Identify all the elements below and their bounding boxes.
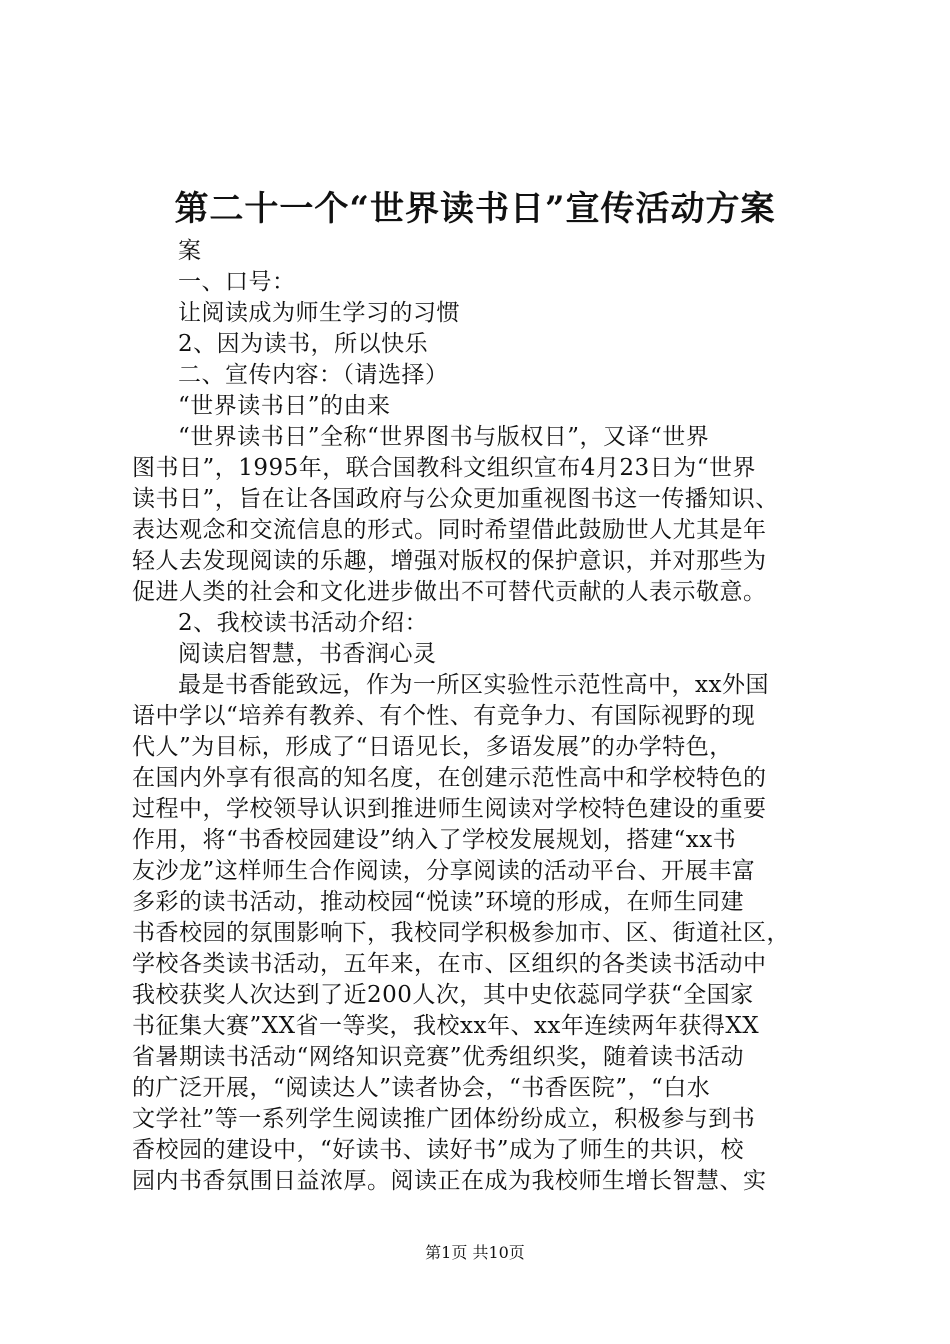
body-line: 读书日”，旨在让各国政府与公众更加重视图书这一传播知识、 [132, 486, 779, 512]
document-body [132, 236, 832, 1197]
body-line: 的广泛开展，“阅读达人”读者协会，“书香医院”，“白水 [132, 1075, 711, 1101]
body-line: 案 [178, 238, 202, 264]
body-line: 代人”为目标，形成了“日语见长，多语发展”的办学特色， [132, 734, 733, 760]
body-line: 2、我校读书活动介绍： [178, 610, 429, 636]
body-line: 园内书香氛围日益浓厚。阅读正在成为我校师生增长智慧、实 [132, 1168, 767, 1194]
body-line: 一、口号： [178, 269, 296, 295]
body-line: 最是书香能致远，作为一所区实验性示范性高中，xx外国 [178, 672, 769, 698]
body-line: 表达观念和交流信息的形式。同时希望借此鼓励世人尤其是年 [132, 517, 767, 543]
document-title: 第二十一个“世界读书日”宣传活动方案 [174, 189, 776, 229]
page-footer: 第1页 共10页 [425, 1243, 525, 1262]
body-line: 语中学以“培养有教养、有个性、有竞争力、有国际视野的现 [132, 703, 756, 729]
body-line: “世界读书日”的由来 [178, 393, 391, 419]
body-line: 省暑期读书活动“网络知识竞赛”优秀组织奖，随着读书活动 [132, 1044, 745, 1070]
body-line: 2、因为读书，所以快乐 [178, 331, 429, 357]
body-line: 我校获奖人次达到了近200人次，其中史依蕊同学获“全国家 [132, 982, 754, 1008]
body-line: 友沙龙”这样师生合作阅读，分享阅读的活动平台、开展丰富 [132, 858, 756, 884]
body-line: 作用，将“书香校园建设”纳入了学校发展规划，搭建“xx书 [132, 827, 737, 853]
body-line: 让阅读成为师生学习的习惯 [178, 300, 460, 326]
body-line: 学校各类读书活动，五年来，在市、区组织的各类读书活动中 [132, 951, 767, 977]
body-line: 轻人去发现阅读的乐趣，增强对版权的保护意识，并对那些为 [132, 548, 767, 574]
body-line: 书香校园的氛围影响下，我校同学积极参加市、区、街道社区， [132, 920, 790, 946]
body-line: 阅读启智慧，书香润心灵 [178, 641, 437, 667]
body-line: “世界读书日”全称“世界图书与版权日”，又译“世界 [178, 424, 710, 450]
body-line: 二、宣传内容：（请选择） [178, 362, 449, 388]
body-line: 过程中，学校领导认识到推进师生阅读对学校特色建设的重要 [132, 796, 767, 822]
body-line: 书征集大赛”XX省一等奖，我校xx年、xx年连续两年获得XX [132, 1013, 760, 1039]
body-line: 图书日”，1995年，联合国教科文组织宣布4月23日为“世界 [132, 455, 756, 481]
body-line: 文学社”等一系列学生阅读推广团体纷纷成立，积极参与到书 [132, 1106, 756, 1132]
body-line: 促进人类的社会和文化进步做出不可替代贡献的人表示敬意。 [132, 579, 767, 605]
body-line: 多彩的读书活动，推动校园“悦读”环境的形成，在师生同建 [132, 889, 745, 915]
body-line: 在国内外享有很高的知名度，在创建示范性高中和学校特色的 [132, 765, 767, 791]
body-line: 香校园的建设中，“好读书、读好书”成为了师生的共识，校 [132, 1137, 745, 1163]
